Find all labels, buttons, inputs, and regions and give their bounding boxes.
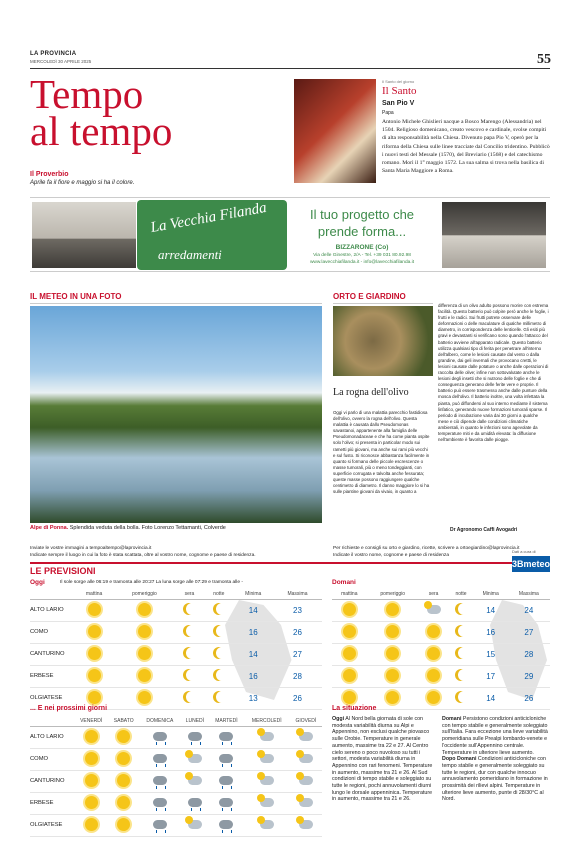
santo-kicker: Il Santo del giorno	[382, 79, 415, 84]
rain-icon	[219, 820, 233, 829]
meteo-logo: 3Bmeteo	[512, 556, 550, 572]
proverbio-text: Aprile fa il fiore e maggio si ha il colore.	[30, 180, 135, 186]
temp-max: 26	[273, 621, 322, 643]
sun-icon	[427, 691, 440, 704]
sun-icon	[138, 603, 151, 616]
reader-photo	[30, 306, 322, 523]
santo-heading: Il Santo	[382, 85, 417, 97]
temp-max: 29	[508, 665, 550, 687]
situazione-oggi	[332, 716, 436, 803]
temp-min: 16	[474, 621, 508, 643]
situazione-domani-text: Persistono condizioni anticicloniche con tempo stabile e generalmente soleggiato sull'Italia. Fara eccezione una lieve variabilità pomeridiana sulle Prealpi lombardo-venete e l'occidente sull'Appennino centrale. Temperature in ulteriore lieve aumento.	[442, 716, 548, 756]
sun-icon	[88, 669, 101, 682]
sun-icon	[427, 625, 440, 638]
moon-icon	[186, 669, 198, 681]
rain-icon	[219, 732, 233, 741]
partly-cloudy-icon	[299, 754, 313, 763]
moon-icon	[216, 647, 228, 659]
ad-logo-subtext: arredamenti	[158, 247, 222, 262]
sun-icon	[343, 669, 356, 682]
santo-portrait	[294, 79, 376, 183]
col-day: MERCOLEDÌ	[244, 716, 290, 726]
sun-icon	[88, 647, 101, 660]
header-rule	[30, 68, 550, 69]
moon-icon	[216, 691, 228, 703]
partly-cloudy-icon	[260, 754, 274, 763]
partly-cloudy-icon	[299, 732, 313, 741]
title-line-2: al tempo	[30, 108, 173, 154]
situazione-oggi-text: Al Nord bella giornata di sole con modesta variabilità diurna su Alpi e Appennino, non esclusi qualche piovasco sulle Orobie. Temperature in generale aumento, massime tra 22 e 27. Al Centro cielo sereno o poco nuvoloso su tutti i settori, modesta variabilità diurna in Appennino con rari fenomeni. Temperature in aumento, massime tra 21 e 26. Al Sud condizioni di tempo stabile e soleggiato su tutte le regioni, pochi annuvolamenti diurni lungo le dorsale appenninica. Temperature in aumento, massime tra 21 e 26.	[332, 716, 433, 803]
temp-max: 28	[508, 643, 550, 665]
moon-icon	[216, 603, 228, 615]
table-row	[30, 748, 322, 770]
temp-min: 13	[234, 687, 273, 709]
city-name: ERBESE	[30, 665, 74, 687]
col-city	[30, 716, 74, 726]
moon-icon	[458, 669, 470, 681]
rain-icon	[153, 732, 167, 741]
ad-photo-kitchen	[442, 202, 546, 268]
city-name: OLGIATESE	[30, 687, 74, 709]
col-pomeriggio: pomeriggio	[367, 590, 419, 599]
table-row	[30, 814, 322, 836]
sun-icon	[138, 625, 151, 638]
temp-max: 24	[508, 599, 550, 621]
col-day: VENERDÌ	[74, 716, 108, 726]
col-day: GIOVEDÌ	[290, 716, 322, 726]
moon-icon	[186, 691, 198, 703]
moon-icon	[458, 647, 470, 659]
rain-icon	[219, 754, 233, 763]
sun-icon	[85, 796, 98, 809]
col-day: DOMENICA	[139, 716, 181, 726]
temp-min: 15	[474, 643, 508, 665]
sun-icon	[343, 625, 356, 638]
sun-icon	[117, 730, 130, 743]
temp-max: 27	[508, 621, 550, 643]
situazione-domani-label: Domani	[442, 716, 462, 722]
col-massima: Massima	[508, 590, 550, 599]
next-days-table	[30, 716, 322, 837]
table-row	[30, 792, 322, 814]
page-number: 55	[537, 52, 551, 67]
oggi-table	[30, 590, 322, 710]
foto-section-title: IL METEO IN UNA FOTO	[30, 292, 322, 304]
sun-icon	[386, 647, 399, 660]
sun-icon	[343, 647, 356, 660]
sun-icon	[343, 691, 356, 704]
sun-icon	[386, 625, 399, 638]
col-minima: Minima	[234, 590, 273, 599]
sun-icon	[386, 669, 399, 682]
sun-icon	[85, 730, 98, 743]
rain-icon	[219, 798, 233, 807]
santo-name: San Pio V	[382, 100, 415, 107]
previsioni-title: LE PREVISIONI	[30, 566, 96, 576]
col-day: MARTEDÌ	[209, 716, 244, 726]
table-row	[30, 643, 322, 665]
moon-icon	[186, 647, 198, 659]
col-minima: Minima	[474, 590, 508, 599]
ad-slogan: Il tuo progetto che prende forma...	[309, 207, 415, 239]
col-mattina: mattina	[332, 590, 367, 599]
advertisement[interactable]	[30, 197, 550, 272]
city-name: ERBESE	[30, 792, 74, 814]
newspaper-name: LA PROVINCIA	[30, 51, 77, 57]
col-sera: sera	[175, 590, 204, 599]
ad-address-line: Via delle Ginestre, 2/A - Tel. +39 031 80.92.98	[313, 253, 411, 258]
moon-icon	[458, 625, 470, 637]
sun-icon	[88, 691, 101, 704]
situazione-dopo-label: Dopo Domani	[442, 756, 477, 763]
rain-icon	[219, 776, 233, 785]
partly-cloudy-icon	[427, 605, 441, 614]
temp-max: 26	[508, 687, 550, 709]
rain-icon	[153, 798, 167, 807]
sun-icon	[343, 603, 356, 616]
sun-icon	[117, 796, 130, 809]
partly-cloudy-icon	[299, 798, 313, 807]
sun-icon	[85, 818, 98, 831]
temp-min: 14	[234, 599, 273, 621]
domani-table	[332, 590, 550, 710]
city-name: ALTO LARIO	[30, 726, 74, 748]
sun-icon	[85, 774, 98, 787]
foto-note-email[interactable]: Inviate le vostre immagini a tempoaltempo@laprovincia.it	[30, 546, 152, 551]
partly-cloudy-icon	[188, 820, 202, 829]
ad-web-line[interactable]: www.lavecchiafilanda.it - info@lavecchiafilanda.it	[309, 259, 415, 265]
situazione-oggi-label: Oggi	[332, 716, 345, 722]
col-massima: Massima	[273, 590, 322, 599]
temp-max: 26	[273, 687, 322, 709]
rain-icon	[153, 820, 167, 829]
col-notte: notte	[204, 590, 233, 599]
sun-icon	[117, 752, 130, 765]
temp-min: 14	[234, 643, 273, 665]
sun-icon	[138, 669, 151, 682]
partly-cloudy-icon	[260, 798, 274, 807]
domani-label: Domani	[332, 579, 356, 586]
partly-cloudy-icon	[260, 732, 274, 741]
table-row	[332, 621, 550, 643]
table-row	[30, 770, 322, 792]
orto-photo	[333, 306, 433, 376]
partly-cloudy-icon	[299, 820, 313, 829]
orto-section-title: ORTO E GIARDINO	[333, 292, 433, 304]
orto-article-col2: differenza di un olivo adulto possono morire con estrema facilità. Questo batterio può colpire però anche le foglie, i frutti e le radici. Sui frutti potrete osservare delle deformazioni o delle maculature di qualche millimetro di diametro, in corrispondenza delle lenticelle. Gli esiti più gravi e devastanti si verificano sono quando l'attacco del batterio avviene all'apparato radicale. Questo batterio utilizza qualsiasi tipo di ferita per penetrare all'interno dell'albero, come le lesioni causate dal vento o dalla grandine, dai geli invernali che provocano crettti, le lesioni causate dalle potature o anche dalle operazioni di raccolta delle olive; infine non sottovalutate anche le lesioni degli insetti che si nutrono delle foglie e che di conseguenza generano delle ferite vere e proprie. Il batterio può essere trasmesso anche dalle punture della mosca dell'olivo. Il batterio inoltre, una volta infettata la pianta, può diffondersi al suo interno mediante il sistema linfatico, generando nuove formazioni tumorali sparse. Il periodo di incubazione varia dai 30 giorni a qualche mese e ciò dipende dalle condizioni climatiche ambientali, in quanto le infezioni sono agevolate da temperature miti e da umidità elevata: la diffusione nell'ambiente è favorita dalle piogge.	[438, 303, 549, 443]
table-row	[30, 726, 322, 748]
situazione-title: La situazione	[332, 705, 377, 712]
sun-icon	[427, 647, 440, 660]
city-name: COMO	[30, 748, 74, 770]
photo-caption-text: Splendida veduta della bolla. Foto Lorenzo Tettamanti, Colverde	[68, 525, 226, 531]
moon-icon	[186, 603, 198, 615]
photo-caption-place: Alpe di Ponna.	[30, 525, 69, 531]
sun-icon	[138, 691, 151, 704]
partly-cloudy-icon	[260, 820, 274, 829]
moon-icon	[186, 625, 198, 637]
previsioni-rule	[30, 562, 550, 564]
sun-icon	[138, 647, 151, 660]
situazione-dopo-text: Condizioni anticicloniche con tempo stabile e generalmente soleggiato su tutte le regioni, dur con qualche innocuo annuvolamento pomeridiano in formazione in prossimità dei rilievi alpini. Temperature in ulteriore lieve aumento, punte di 28/30°C al Nord.	[442, 756, 548, 803]
sun-icon	[117, 818, 130, 831]
city-name: CANTURINO	[30, 643, 74, 665]
photo-caption	[30, 525, 226, 531]
moon-icon	[216, 669, 228, 681]
oggi-label: Oggi	[30, 579, 45, 586]
rain-icon	[188, 798, 202, 807]
table-row	[332, 599, 550, 621]
col-sera: sera	[419, 590, 449, 599]
ad-photo-bedroom	[32, 202, 136, 268]
col-day: SABATO	[108, 716, 139, 726]
partly-cloudy-icon	[188, 754, 202, 763]
ad-logo-text: La Vecchia Filanda	[149, 199, 268, 237]
city-name: CANTURINO	[30, 770, 74, 792]
col-city	[30, 590, 74, 599]
moon-icon	[216, 625, 228, 637]
col-day: LUNEDÌ	[181, 716, 209, 726]
meteo-credit-label: Dati a cura di	[512, 549, 536, 554]
santo-role: Papa	[382, 110, 394, 116]
moon-icon	[458, 603, 470, 615]
issue-date: MERCOLEDÌ 30 APRILE 2025	[30, 59, 92, 64]
temp-min: 14	[474, 687, 508, 709]
sun-icon	[117, 774, 130, 787]
sun-icon	[88, 603, 101, 616]
orto-signature: Dr Agronomo Caffi Avogadri	[450, 527, 518, 533]
title-line-1: Tempo	[30, 71, 144, 117]
orto-note-email[interactable]: Per richieste e consigli su orto e giardino, ricette, scrivere a ortoegiardino@laprovincia.it	[333, 546, 520, 551]
table-row	[332, 665, 550, 687]
temp-max: 27	[273, 643, 322, 665]
partly-cloudy-icon	[188, 776, 202, 785]
ad-address	[292, 253, 432, 266]
orto-article-col1: Oggi vi parlo di una malattia parecchio fastidiosa dell'olivo, ovvero la rogna dell'olivo. Questa malattia è causata dallo Pseudomonas savastanoi, appartenente alla famiglia delle Pseudomonadaceae e che ha come pianta ospite solo l'olivo; si presenta in particolar modo sui rametti più giovani, ma anche sui rami più vecchi e sul fusto. Si riconosce abbastanza facilmente in quanto si formano delle piccole escrescenze o masse tumorali, più o meno tondeggianti, con superficie corrugata e talvolta anche fessurata; queste masse possono raggiungere qualche centimetro di diametro. Il danno maggiore lo si ha sulle piantine giovani da vivaio, in quanto a	[333, 410, 430, 495]
sun-icon	[386, 691, 399, 704]
sun-icon	[386, 603, 399, 616]
table-row	[332, 643, 550, 665]
table-row	[30, 599, 322, 621]
proverbio-title: Il Proverbio	[30, 171, 69, 178]
foto-note-instructions: Indicate sempre il luogo in cui la foto è stata scattata, oltre al vostro nome, cognome e paese di residenza.	[30, 552, 256, 558]
city-name: COMO	[30, 621, 74, 643]
city-name: OLGIATESE	[30, 814, 74, 836]
santo-bio: Antonio Michele Ghislieri nacque a Bosco Marengo (Alessandria) nel 1504. Religioso domenicano, creato vescovo e cardinale, svolse compiti di alta responsabilità nella Chiesa. Divenuto papa Pio V, operò per la riforma della Chiesa sulle linee tracciate dal Concilio tridentino. Pubblicò i nuovi testi del Messale (1570), del Breviario (1568) e del catechismo romano. Morì il 1° maggio 1572. La sua salma si trova nella basilica di Santa Maria Maggiore a Roma.	[382, 119, 550, 175]
table-row	[30, 665, 322, 687]
col-notte: notte	[448, 590, 473, 599]
city-name: ALTO LARIO	[30, 599, 74, 621]
temp-min: 16	[234, 665, 273, 687]
temp-min: 16	[234, 621, 273, 643]
col-mattina: mattina	[74, 590, 114, 599]
partly-cloudy-icon	[260, 776, 274, 785]
oggi-astro-info: Il sole sorge alle 06:19 e tramonta alle 20:27 La luna sorge alle 07:29 e tramonta alle -	[60, 580, 243, 585]
temp-max: 23	[273, 599, 322, 621]
sun-icon	[88, 625, 101, 638]
page-title	[30, 71, 173, 154]
partly-cloudy-icon	[299, 776, 313, 785]
next-days-title: ... E nei prossimi giorni	[30, 705, 108, 712]
temp-min: 17	[474, 665, 508, 687]
rain-icon	[188, 732, 202, 741]
moon-icon	[458, 691, 470, 703]
col-pomeriggio: pomeriggio	[114, 590, 175, 599]
situazione-domani	[442, 716, 550, 803]
ad-place: BIZZARONE (Co)	[335, 244, 389, 251]
orto-note-instructions: Indicate il vostro nome, cognome e paese di residenza	[333, 552, 449, 558]
foto-note	[30, 546, 322, 559]
rain-icon	[153, 776, 167, 785]
table-row	[30, 621, 322, 643]
rain-icon	[153, 754, 167, 763]
temp-max: 28	[273, 665, 322, 687]
orto-article-title: La rogna dell'olivo	[333, 387, 409, 398]
sun-icon	[427, 669, 440, 682]
temp-min: 14	[474, 599, 508, 621]
sun-icon	[85, 752, 98, 765]
